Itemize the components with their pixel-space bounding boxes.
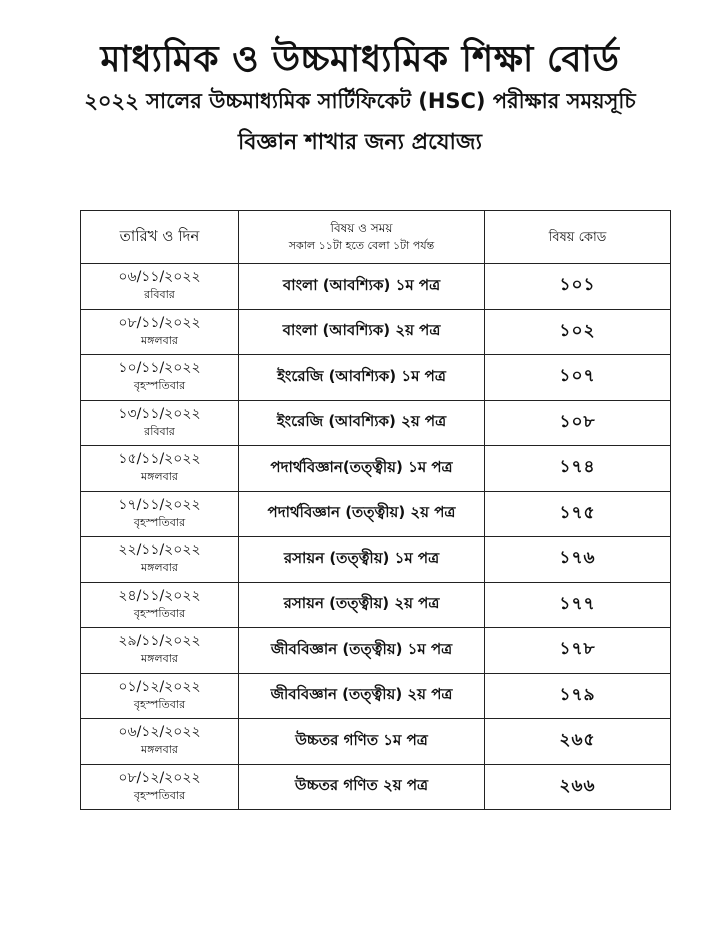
table-header-row <box>81 211 671 264</box>
subject-name: ইংরেজি (আবশ্যিক) ১ম পত্র <box>277 366 446 385</box>
subject-cell <box>239 719 485 765</box>
subject-code: ১৭৬ <box>559 548 596 569</box>
column-header-code <box>485 211 671 264</box>
stream-title: বিজ্ঞান শাখার জন্য প্রযোজ্য <box>238 130 482 155</box>
exam-day: বৃহস্পতিবার <box>133 606 186 620</box>
exam-day: রবিবার <box>144 424 175 438</box>
date-day-group <box>81 632 238 668</box>
date-cell <box>81 491 239 537</box>
exam-day: মঙ্গলবার <box>141 743 178 757</box>
column-header-date <box>81 211 239 264</box>
code-cell <box>485 764 671 810</box>
date-cell <box>81 537 239 583</box>
code-cell <box>485 673 671 719</box>
date-cell <box>81 446 239 492</box>
subject-name: পদার্থবিজ্ঞান (তত্ত্বীয়) ২য় পত্র <box>267 503 456 522</box>
date-cell <box>81 673 239 719</box>
subject-code: ১০২ <box>559 320 596 341</box>
subject-code: ১০১ <box>559 275 596 296</box>
exam-date: ১৩/১১/২০২২ <box>118 405 201 422</box>
subject-name: জীববিজ্ঞান (তত্ত্বীয়) ১ম পত্র <box>270 639 453 658</box>
exam-day: মঙ্গলবার <box>141 561 178 575</box>
date-cell <box>81 264 239 310</box>
column-header-time-label: সকাল ১১টা হতে বেলা ১টা পর্যন্ত <box>288 239 435 252</box>
code-cell <box>485 355 671 401</box>
date-cell <box>81 582 239 628</box>
subject-code: ২৬৫ <box>559 730 596 751</box>
exam-day: বৃহস্পতিবার <box>133 788 186 802</box>
subject-code: ২৬৬ <box>559 775 596 796</box>
exam-date: ১৫/১১/২০২২ <box>118 451 201 468</box>
subject-code: ১৭৫ <box>559 502 596 523</box>
date-day-group <box>81 268 238 304</box>
exam-date: ০১/১২/২০২২ <box>118 678 201 695</box>
subject-code: ১০৭ <box>559 366 596 387</box>
exam-date: ২৪/১১/২০২২ <box>118 587 201 604</box>
exam-date: ২২/১১/২০২২ <box>118 542 201 559</box>
exam-date: ০৮/১২/২০২২ <box>118 769 201 786</box>
date-cell <box>81 309 239 355</box>
subject-name: উচ্চতর গণিত ১ম পত্র <box>295 730 428 749</box>
subject-cell <box>239 491 485 537</box>
code-cell <box>485 309 671 355</box>
date-cell <box>81 400 239 446</box>
code-cell <box>485 719 671 765</box>
date-cell <box>81 628 239 674</box>
exam-date: ২৯/১১/২০২২ <box>118 633 201 650</box>
column-header-code-label: বিষয় কোড <box>548 229 607 245</box>
date-day-group <box>81 314 238 350</box>
date-day-group <box>81 541 238 577</box>
subject-name: উচ্চতর গণিত ২য় পত্র <box>294 776 429 795</box>
subject-name: রসায়ন (তত্ত্বীয়) ১ম পত্র <box>283 548 440 567</box>
subject-name: রসায়ন (তত্ত্বীয়) ২য় পত্র <box>283 594 440 613</box>
table-row <box>81 309 671 355</box>
subject-name: জীববিজ্ঞান (তত্ত্বীয়) ২য় পত্র <box>270 685 453 704</box>
table-row <box>81 400 671 446</box>
subject-cell <box>239 537 485 583</box>
subject-code: ১৭৯ <box>559 684 596 705</box>
exam-day: বৃহস্পতিবার <box>133 379 186 393</box>
column-header-subject-label: বিষয় ও সময় <box>330 221 393 235</box>
code-cell <box>485 446 671 492</box>
column-header-date-label: তারিখ ও দিন <box>119 226 200 245</box>
exam-date: ০৬/১২/২০২২ <box>118 724 201 741</box>
date-day-group <box>81 587 238 623</box>
code-cell <box>485 264 671 310</box>
subject-code: ১৭৮ <box>559 639 596 660</box>
code-cell <box>485 491 671 537</box>
date-day-group <box>81 496 238 532</box>
code-cell <box>485 628 671 674</box>
code-cell <box>485 582 671 628</box>
exam-day: মঙ্গলবার <box>141 333 178 347</box>
subject-cell <box>239 582 485 628</box>
subject-cell <box>239 400 485 446</box>
exam-schedule-table <box>80 210 671 810</box>
subject-code: ১৭৭ <box>559 593 596 614</box>
subject-cell <box>239 764 485 810</box>
subject-name: বাংলা (আবশ্যিক) ২য় পত্র <box>282 321 441 340</box>
table-row <box>81 673 671 719</box>
code-cell <box>485 537 671 583</box>
exam-day: মঙ্গলবার <box>141 470 178 484</box>
table-row <box>81 719 671 765</box>
date-day-group <box>81 450 238 486</box>
exam-day: মঙ্গলবার <box>141 652 178 666</box>
subject-cell <box>239 673 485 719</box>
subject-cell <box>239 628 485 674</box>
subject-cell <box>239 309 485 355</box>
document-header <box>0 36 720 158</box>
table-row <box>81 491 671 537</box>
subject-cell <box>239 264 485 310</box>
table-row <box>81 355 671 401</box>
date-day-group <box>81 723 238 759</box>
table-row <box>81 264 671 310</box>
column-header-subject <box>239 211 485 264</box>
date-cell <box>81 355 239 401</box>
date-day-group <box>81 769 238 805</box>
subject-name: বাংলা (আবশ্যিক) ১ম পত্র <box>282 275 441 294</box>
table-row <box>81 446 671 492</box>
board-title: মাধ্যমিক ও উচ্চমাধ্যমিক শিক্ষা বোর্ড <box>100 39 620 80</box>
table-row <box>81 628 671 674</box>
exam-day: বৃহস্পতিবার <box>133 697 186 711</box>
exam-date: ০৮/১১/২০২২ <box>118 314 201 331</box>
date-cell <box>81 764 239 810</box>
subject-code: ১৭৪ <box>559 457 596 478</box>
table-row <box>81 582 671 628</box>
subject-cell <box>239 446 485 492</box>
table-row <box>81 537 671 583</box>
exam-date: ০৬/১১/২০২২ <box>118 269 201 286</box>
subject-name: ইংরেজি (আবশ্যিক) ২য় পত্র <box>276 412 447 431</box>
date-day-group <box>81 405 238 441</box>
exam-day: বৃহস্পতিবার <box>133 515 186 529</box>
code-cell <box>485 400 671 446</box>
exam-date: ১৭/১১/২০২২ <box>118 496 201 513</box>
table-body <box>81 264 671 810</box>
subject-name: পদার্থবিজ্ঞান(তত্ত্বীয়) ১ম পত্র <box>270 457 453 476</box>
date-day-group <box>81 359 238 395</box>
exam-date: ১০/১১/২০২২ <box>118 360 201 377</box>
exam-title: ২০২২ সালের উচ্চমাধ্যমিক সার্টিফিকেট (HSC) পরীক্ষার সময়সূচি <box>84 89 636 113</box>
subject-cell <box>239 355 485 401</box>
date-cell <box>81 719 239 765</box>
subject-code: ১০৮ <box>559 411 596 432</box>
table-row <box>81 764 671 810</box>
date-day-group <box>81 678 238 714</box>
exam-day: রবিবার <box>144 288 175 302</box>
